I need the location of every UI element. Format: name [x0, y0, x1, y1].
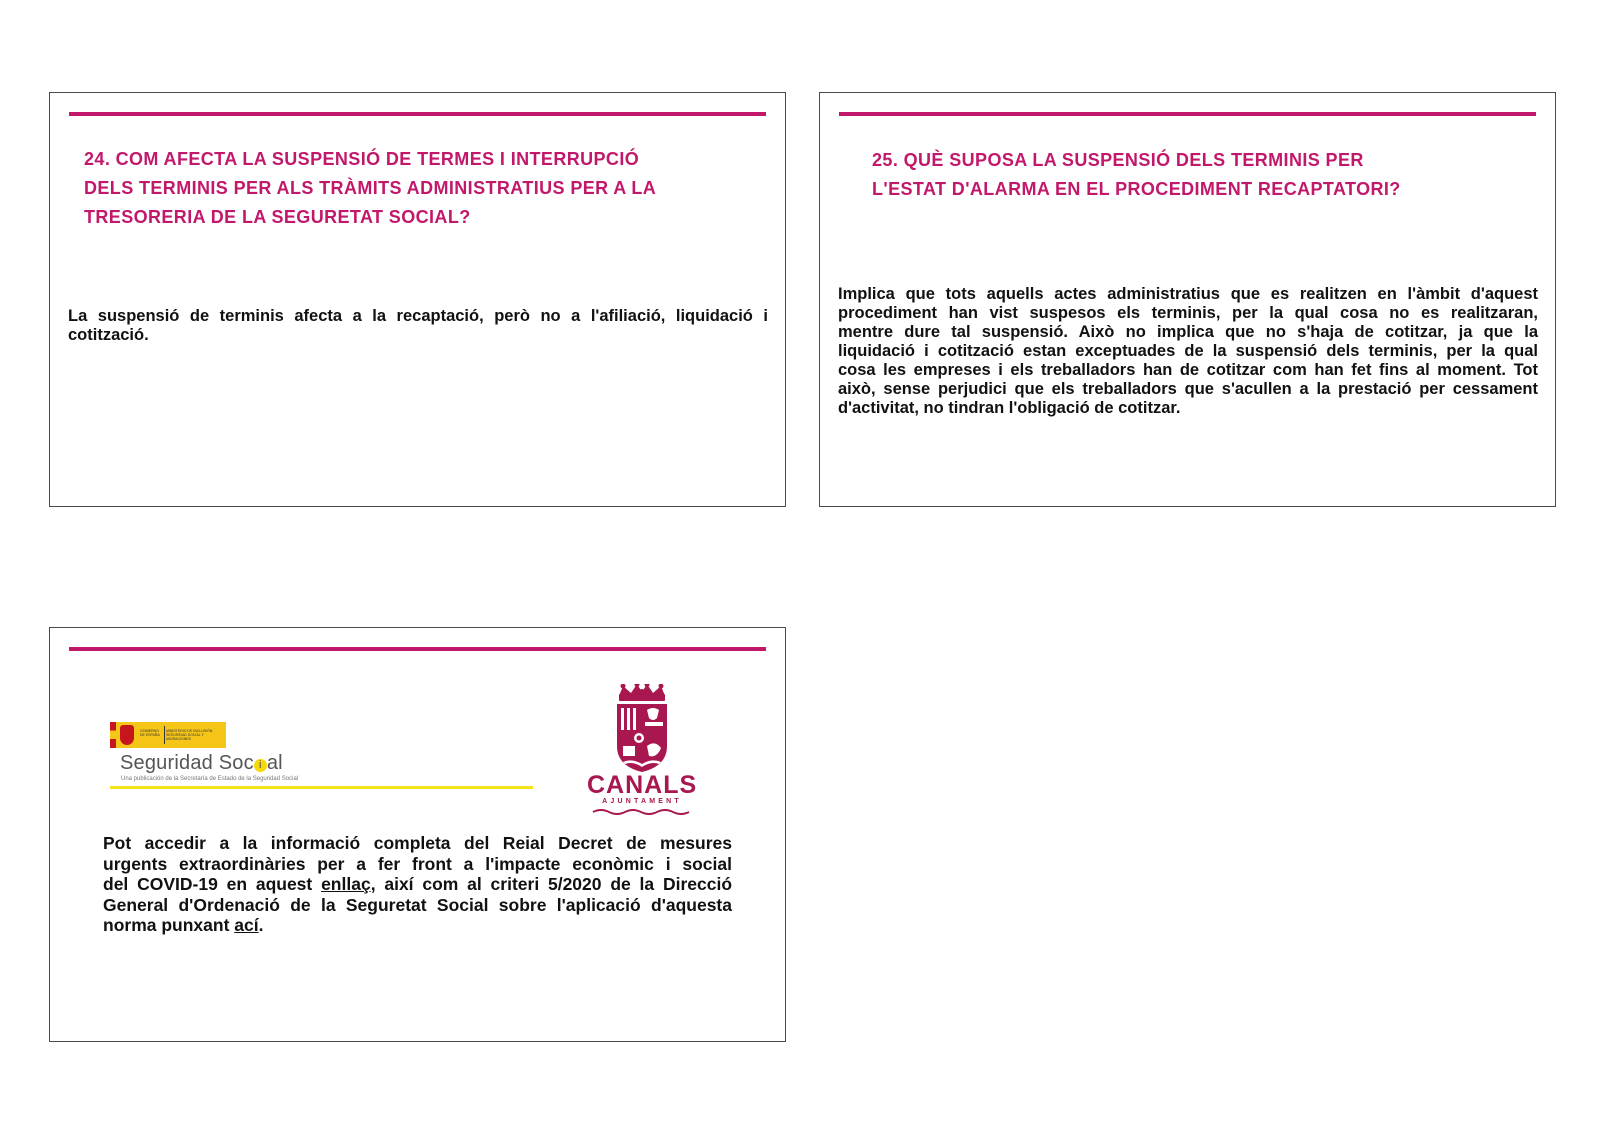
body-line: això, sense perjudici que els treballadors que s'acullen a la prestació per cessament: [838, 380, 1538, 398]
enllac-link[interactable]: enllaç: [321, 874, 371, 894]
seguridad-social-underline: [110, 786, 533, 789]
flag-left-text: GOBIERNO DE ESPAÑA: [140, 729, 160, 737]
canals-subtitle: AJUNTAMENT: [602, 798, 682, 805]
body-line: mentre dure tal suspensió. Això no implica que no s'haja de cotitzar, ja que la: [838, 323, 1538, 341]
body-line: La suspensió de terminis afecta a la recaptació, però no a l'afiliació, liquidació i: [68, 307, 768, 325]
body-text: del COVID-19 en aquest: [103, 874, 322, 894]
ss-dot-i: i: [254, 759, 267, 772]
header-rule: [69, 647, 766, 651]
body-text: .: [258, 915, 264, 935]
body-line: Implica que tots aquells actes administratius que es realitzen en l'àmbit d'aquest: [838, 285, 1538, 303]
body-line: cosa les empreses i els treballadors han de cotitzar com han fet fins al moment. Tot: [838, 361, 1538, 379]
ss-name-suffix: al: [266, 752, 283, 774]
flag-separator: [164, 726, 165, 744]
title-line: 24. COM AFECTA LA SUSPENSIÓ DE TERMES I INTERRUPCIÓ: [84, 149, 640, 169]
header-rule: [839, 112, 1536, 116]
body-line: d'activitat, no tindran l'obligació de cotitzar.: [838, 399, 1181, 417]
title-line: DELS TERMINIS PER ALS TRÀMITS ADMINISTRATIUS PER A LA: [84, 178, 657, 198]
title-line: 25. QUÈ SUPOSA LA SUSPENSIÓ DELS TERMINIS PER: [872, 150, 1364, 170]
body-line: procediment han vist suspesos els terminis, per la qual cosa no es realitzaran,: [838, 304, 1538, 322]
gobierno-flag: [110, 722, 226, 748]
slide-title: [84, 145, 764, 232]
canals-logo: [587, 684, 697, 814]
canals-wordmark: CANALS: [587, 771, 698, 799]
slide-25: [819, 92, 1556, 507]
spain-crest-icon: [120, 725, 134, 745]
slide-body: [838, 285, 1538, 418]
slide-24: [49, 92, 786, 507]
body-line: [103, 874, 732, 895]
body-text: norma punxant: [103, 915, 235, 935]
body-line: [103, 915, 732, 936]
flag-right-text: MINISTERIO DE INCLUSIÓN, SEGURIDAD SOCIAL Y MIGRACIONES: [166, 729, 214, 741]
ss-name-prefix: Seguridad Soc: [120, 752, 254, 774]
title-line: L'ESTAT D'ALARMA EN EL PROCEDIMENT RECAPTATORI?: [872, 179, 1401, 199]
seguridad-social-logo: [110, 722, 550, 792]
slide-body: [103, 833, 732, 936]
slide-title: [872, 146, 1532, 204]
flag-bars: [110, 722, 116, 748]
body-line: Pot accedir a la informació completa del Reial Decret de mesures: [103, 833, 732, 853]
slide-info: [49, 627, 786, 1042]
canals-wave-icon: [587, 808, 697, 816]
seguridad-social-subtitle: Una publicación de la Secretaría de Estado de la Seguridad Social: [121, 776, 299, 782]
slide-body: [68, 307, 768, 345]
canals-crest-icon: [587, 684, 697, 774]
body-line: General d'Ordenació de la Seguretat Social sobre l'aplicació d'aquesta: [103, 894, 732, 915]
body-line: liquidació i cotització estan exceptuades de la suspensió dels terminis, per la qual: [838, 342, 1538, 360]
title-line: TRESORERIA DE LA SEGURETAT SOCIAL?: [84, 207, 471, 227]
header-rule: [69, 112, 766, 116]
seguridad-social-name: [120, 752, 283, 775]
body-line: urgents extraordinàries per a fer front a l'impacte econòmic i social: [103, 853, 732, 874]
aci-link[interactable]: ací: [234, 915, 259, 935]
body-line: cotització.: [68, 326, 149, 344]
body-text: , així com al criteri 5/2020 de la Direcció: [370, 874, 733, 894]
